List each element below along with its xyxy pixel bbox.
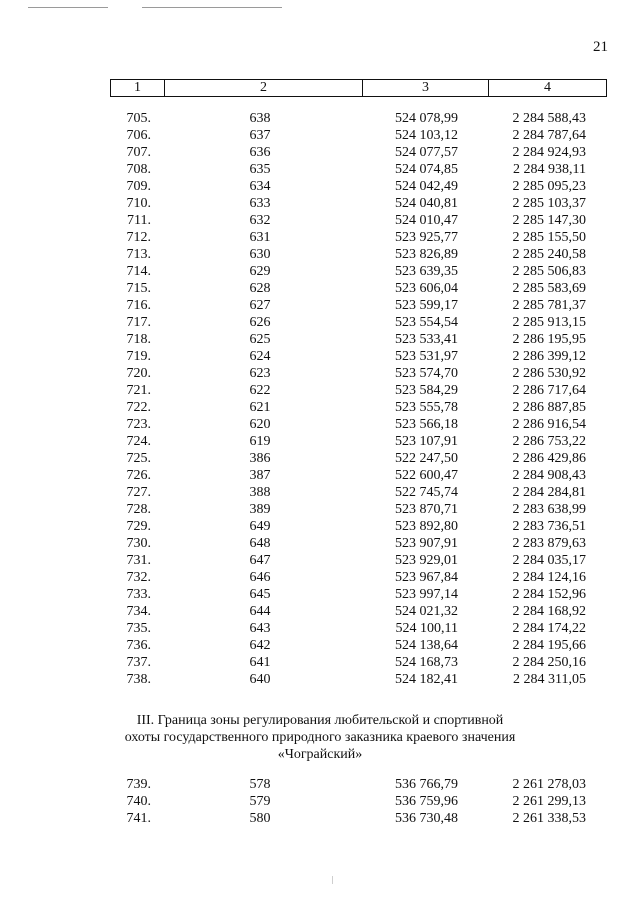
- point-id: 625: [249, 332, 271, 347]
- table-row: [0, 229, 640, 246]
- coord-y: 2 286 717,64: [512, 383, 586, 398]
- point-id: 637: [249, 128, 271, 143]
- coord-x: 524 010,47: [395, 213, 458, 228]
- coord-y: 2 285 506,83: [512, 264, 586, 279]
- point-id: 633: [249, 196, 271, 211]
- coord-x: 522 247,50: [395, 451, 458, 466]
- table-row: [0, 280, 640, 297]
- coord-y: 2 284 924,93: [512, 145, 586, 160]
- coord-y: 2 285 240,58: [512, 247, 586, 262]
- coord-y: 2 284 938,11: [513, 162, 586, 177]
- coord-y: 2 284 174,22: [512, 621, 586, 636]
- coord-y: 2 284 284,81: [512, 485, 586, 500]
- coord-y: 2 284 787,64: [512, 128, 586, 143]
- point-number: 711.: [127, 213, 151, 228]
- coord-x: 523 107,91: [395, 434, 458, 449]
- coord-y: 2 286 887,85: [512, 400, 586, 415]
- point-id: 643: [249, 621, 271, 636]
- coord-x: 524 078,99: [395, 111, 458, 126]
- point-number: 722.: [126, 400, 151, 415]
- table-header: [110, 79, 607, 97]
- point-id: 623: [249, 366, 271, 381]
- coord-x: 523 555,78: [395, 400, 458, 415]
- coord-x: 523 574,70: [395, 366, 458, 381]
- point-id: 640: [249, 672, 271, 687]
- coord-y: 2 286 429,86: [512, 451, 586, 466]
- coord-y: 2 285 155,50: [512, 230, 586, 245]
- point-id: 635: [249, 162, 271, 177]
- point-id: 631: [249, 230, 271, 245]
- coord-y: 2 284 588,43: [512, 111, 586, 126]
- coord-x: 524 100,11: [395, 621, 458, 636]
- coord-y: 2 283 638,99: [512, 502, 586, 517]
- coord-x: 523 967,84: [395, 570, 458, 585]
- coord-x: 524 182,41: [395, 672, 458, 687]
- point-id: 580: [249, 811, 271, 826]
- coord-y: 2 286 399,12: [512, 349, 586, 364]
- table-row: [0, 810, 640, 827]
- coord-x: 524 103,12: [395, 128, 458, 143]
- coord-x: 523 892,80: [395, 519, 458, 534]
- table-row: [0, 348, 640, 365]
- table-row: [0, 484, 640, 501]
- point-id: 626: [249, 315, 271, 330]
- table-row: [0, 793, 640, 810]
- point-id: 388: [249, 485, 271, 500]
- page-number: 21: [593, 39, 608, 55]
- coord-x: 523 925,77: [395, 230, 458, 245]
- point-number: 715.: [126, 281, 151, 296]
- point-id: 649: [249, 519, 271, 534]
- point-id: 644: [249, 604, 271, 619]
- point-id: 579: [249, 794, 271, 809]
- table-row: [0, 450, 640, 467]
- coord-y: 2 284 250,16: [512, 655, 586, 670]
- table-row: [0, 178, 640, 195]
- point-number: 713.: [126, 247, 151, 262]
- coord-y: 2 284 152,96: [512, 587, 586, 602]
- section-title-line: охоты государственного природного заказника краевого значения: [124, 730, 516, 745]
- coord-x: 524 077,57: [395, 145, 458, 160]
- header-col-4: 4: [544, 80, 551, 95]
- point-id: 627: [249, 298, 271, 313]
- point-id: 621: [249, 400, 271, 415]
- point-id: 647: [249, 553, 271, 568]
- point-number: 721.: [126, 383, 151, 398]
- coord-x: 523 606,04: [395, 281, 458, 296]
- point-number: 719.: [126, 349, 151, 364]
- point-number: 725.: [126, 451, 151, 466]
- point-number: 727.: [126, 485, 151, 500]
- coord-y: 2 284 195,66: [512, 638, 586, 653]
- table-row: [0, 776, 640, 793]
- point-id: 619: [249, 434, 271, 449]
- point-id: 622: [249, 383, 271, 398]
- header-col-2: 2: [165, 80, 363, 96]
- coord-y: 2 285 913,15: [512, 315, 586, 330]
- table-row: [0, 365, 640, 382]
- coordinates-table-body-section-3: [0, 776, 640, 827]
- table-row: [0, 620, 640, 637]
- coord-y: 2 285 781,37: [512, 298, 586, 313]
- point-number: 736.: [126, 638, 151, 653]
- table-row: [0, 416, 640, 433]
- coord-y: 2 285 583,69: [512, 281, 586, 296]
- table-row: [0, 501, 640, 518]
- coord-x: 536 759,96: [395, 794, 458, 809]
- coord-x: 523 997,14: [395, 587, 458, 602]
- table-row: [0, 467, 640, 484]
- table-row: [0, 263, 640, 280]
- coord-x: 523 584,29: [395, 383, 458, 398]
- coord-y: 2 286 916,54: [512, 417, 586, 432]
- point-number: 741.: [126, 811, 151, 826]
- point-id: 578: [249, 777, 271, 792]
- point-number: 731.: [126, 553, 151, 568]
- coord-x: 524 040,81: [395, 196, 458, 211]
- header-col-3: 3: [363, 80, 489, 96]
- coord-y: 2 285 147,30: [512, 213, 586, 228]
- point-id: 634: [249, 179, 271, 194]
- table-row: [0, 110, 640, 127]
- scan-artifact-line: [142, 7, 282, 8]
- table-row: [0, 552, 640, 569]
- coord-y: 2 284 311,05: [513, 672, 586, 687]
- table-row: [0, 518, 640, 535]
- point-number: 716.: [126, 298, 151, 313]
- table-row: [0, 637, 640, 654]
- table-row: [0, 382, 640, 399]
- coord-x: 524 042,49: [395, 179, 458, 194]
- point-id: 630: [249, 247, 271, 262]
- coord-x: 523 599,17: [395, 298, 458, 313]
- coord-x: 522 600,47: [395, 468, 458, 483]
- table-row: [0, 161, 640, 178]
- point-number: 709.: [126, 179, 151, 194]
- point-number: 737.: [126, 655, 151, 670]
- coord-y: 2 284 035,17: [512, 553, 586, 568]
- coord-x: 524 138,64: [395, 638, 458, 653]
- point-id: 646: [249, 570, 271, 585]
- point-number: 707.: [126, 145, 151, 160]
- point-number: 726.: [126, 468, 151, 483]
- coord-y: 2 286 530,92: [512, 366, 586, 381]
- table-row: [0, 195, 640, 212]
- section-title-line: III. Граница зоны регулирования любительской и спортивной: [136, 713, 504, 728]
- coord-y: 2 285 103,37: [512, 196, 586, 211]
- point-id: 636: [249, 145, 271, 160]
- point-number: 710.: [126, 196, 151, 211]
- point-id: 629: [249, 264, 271, 279]
- coord-x: 523 826,89: [395, 247, 458, 262]
- point-id: 648: [249, 536, 271, 551]
- coord-x: 523 907,91: [395, 536, 458, 551]
- coord-x: 523 566,18: [395, 417, 458, 432]
- coord-y: 2 261 299,13: [512, 794, 586, 809]
- point-number: 729.: [126, 519, 151, 534]
- point-number: 712.: [126, 230, 151, 245]
- table-row: [0, 144, 640, 161]
- point-number: 738.: [126, 672, 151, 687]
- table-row: [0, 246, 640, 263]
- point-number: 740.: [126, 794, 151, 809]
- point-number: 730.: [126, 536, 151, 551]
- point-number: 718.: [126, 332, 151, 347]
- scan-artifact-line: [28, 7, 108, 8]
- table-row: [0, 586, 640, 603]
- table-row: [0, 603, 640, 620]
- point-id: 642: [249, 638, 271, 653]
- table-row: [0, 314, 640, 331]
- table-row: [0, 331, 640, 348]
- table-row: [0, 671, 640, 688]
- coord-x: 523 531,97: [395, 349, 458, 364]
- point-id: 632: [249, 213, 271, 228]
- point-number: 735.: [126, 621, 151, 636]
- point-id: 620: [249, 417, 271, 432]
- table-row: [0, 399, 640, 416]
- coord-y: 2 284 908,43: [512, 468, 586, 483]
- point-id: 624: [249, 349, 271, 364]
- coord-x: 523 639,35: [395, 264, 458, 279]
- point-id: 628: [249, 281, 271, 296]
- table-row: [0, 127, 640, 144]
- point-number: 734.: [126, 604, 151, 619]
- point-number: 714.: [126, 264, 151, 279]
- coord-y: 2 283 879,63: [512, 536, 586, 551]
- point-id: 641: [249, 655, 271, 670]
- coordinates-table-body: [0, 110, 640, 688]
- point-id: 389: [249, 502, 271, 517]
- point-id: 638: [249, 111, 271, 126]
- table-row: [0, 569, 640, 586]
- coord-x: 536 766,79: [395, 777, 458, 792]
- table-row: [0, 654, 640, 671]
- point-id: 645: [249, 587, 271, 602]
- coord-y: 2 283 736,51: [512, 519, 586, 534]
- coord-y: 2 286 195,95: [512, 332, 586, 347]
- table-row: [0, 535, 640, 552]
- coord-x: 523 870,71: [395, 502, 458, 517]
- coord-x: 523 533,41: [395, 332, 458, 347]
- point-number: 733.: [126, 587, 151, 602]
- point-number: 720.: [126, 366, 151, 381]
- point-number: 728.: [126, 502, 151, 517]
- coord-y: 2 284 168,92: [512, 604, 586, 619]
- table-row: [0, 297, 640, 314]
- table-row: [0, 212, 640, 229]
- coord-y: 2 286 753,22: [512, 434, 586, 449]
- point-id: 387: [249, 468, 271, 483]
- point-number: 723.: [126, 417, 151, 432]
- point-number: 705.: [126, 111, 151, 126]
- coord-x: 523 554,54: [395, 315, 458, 330]
- section-title: [0, 712, 640, 763]
- coord-y: 2 261 338,53: [512, 811, 586, 826]
- point-id: 386: [249, 451, 271, 466]
- point-number: 732.: [126, 570, 151, 585]
- coord-x: 524 168,73: [395, 655, 458, 670]
- coord-x: 536 730,48: [395, 811, 458, 826]
- point-number: 717.: [126, 315, 151, 330]
- coord-x: 522 745,74: [395, 485, 458, 500]
- coord-y: 2 285 095,23: [512, 179, 586, 194]
- coord-x: 524 074,85: [395, 162, 458, 177]
- coord-y: 2 261 278,03: [512, 777, 586, 792]
- point-number: 708.: [126, 162, 151, 177]
- table-row: [0, 433, 640, 450]
- coord-y: 2 284 124,16: [512, 570, 586, 585]
- coord-x: 523 929,01: [395, 553, 458, 568]
- section-title-line: «Чограйский»: [277, 747, 363, 762]
- point-number: 724.: [126, 434, 151, 449]
- point-number: 706.: [126, 128, 151, 143]
- header-col-1: 1: [111, 80, 165, 96]
- scan-speck: [332, 876, 333, 884]
- point-number: 739.: [126, 777, 151, 792]
- coord-x: 524 021,32: [395, 604, 458, 619]
